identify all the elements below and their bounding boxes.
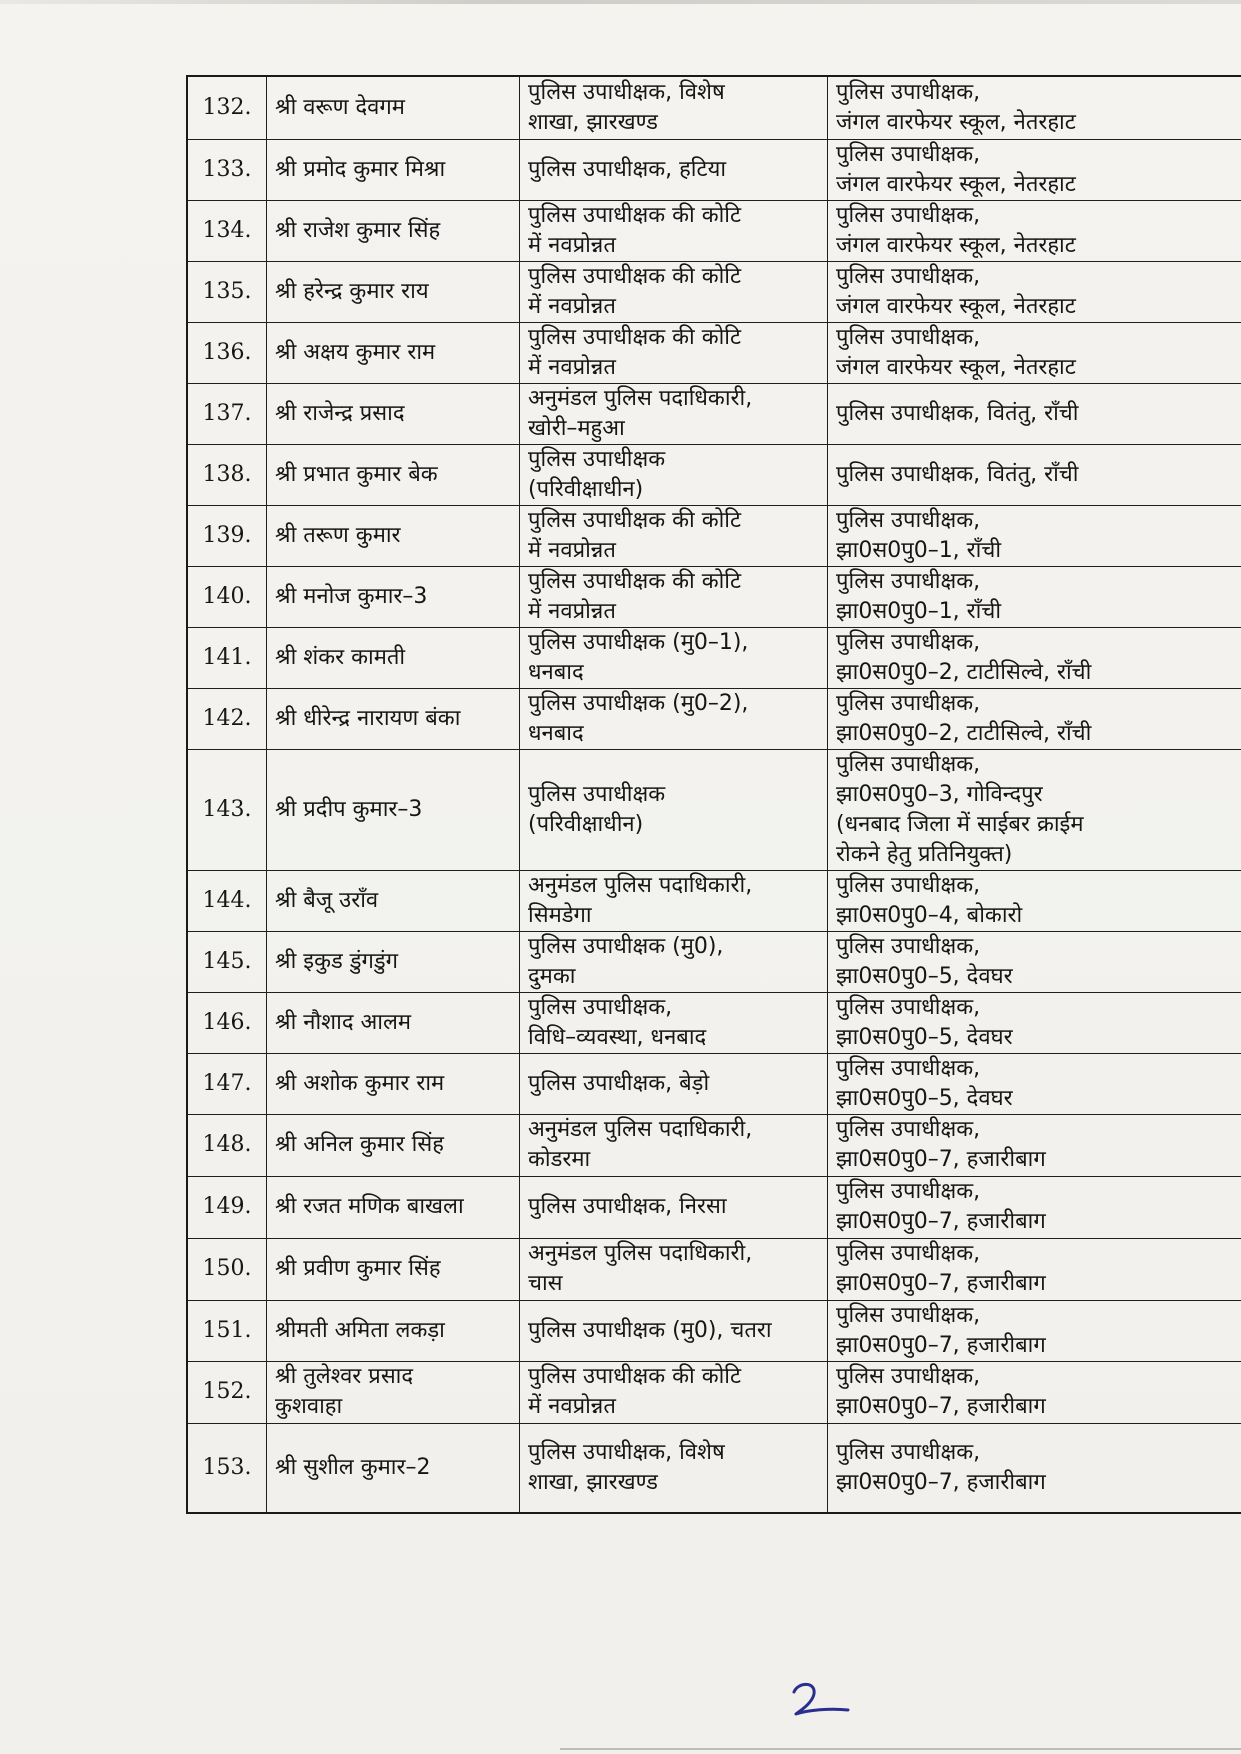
serial-number-cell: 133. — [187, 139, 267, 200]
table-row — [187, 992, 1241, 1053]
officer-name-cell: श्री इकुड डुंगडुंग — [267, 931, 520, 992]
serial-number-cell: 140. — [187, 566, 267, 627]
officer-name-cell: श्री शंकर कामती — [267, 627, 520, 688]
new-posting-cell: पुलिस उपाधीक्षक, झा0स0पु0–1, राँची — [828, 566, 1241, 627]
current-posting-cell: पुलिस उपाधीक्षक की कोटि में नवप्रोन्नत — [520, 261, 828, 322]
new-posting-cell: पुलिस उपाधीक्षक, झा0स0पु0–5, देवघर — [828, 931, 1241, 992]
table-row — [187, 1114, 1241, 1176]
current-posting-cell: पुलिस उपाधीक्षक, विशेष शाखा, झारखण्ड — [520, 1423, 828, 1513]
current-posting-cell: अनुमंडल पुलिस पदाधिकारी, चास — [520, 1238, 828, 1300]
transfer-table-body — [187, 76, 1241, 1513]
new-posting-cell: पुलिस उपाधीक्षक, झा0स0पु0–5, देवघर — [828, 1053, 1241, 1114]
officer-name-cell: श्री राजेश कुमार सिंह — [267, 200, 520, 261]
officer-name-cell: श्री बैजू उराँव — [267, 870, 520, 931]
table-row — [187, 505, 1241, 566]
serial-number-cell: 138. — [187, 444, 267, 505]
new-posting-cell: पुलिस उपाधीक्षक, झा0स0पु0–2, टाटीसिल्वे, राँची — [828, 627, 1241, 688]
table-row — [187, 1423, 1241, 1513]
officer-name-cell: श्री अक्षय कुमार राम — [267, 322, 520, 383]
officer-name-cell: श्री मनोज कुमार–3 — [267, 566, 520, 627]
table-row — [187, 76, 1241, 139]
handwritten-page-number-2 — [780, 1676, 860, 1726]
top-edge-rule — [0, 0, 1241, 4]
new-posting-cell: पुलिस उपाधीक्षक, जंगल वारफेयर स्कूल, नेतरहाट — [828, 200, 1241, 261]
officer-name-cell: श्री प्रभात कुमार बेक — [267, 444, 520, 505]
officer-name-cell: श्री प्रदीप कुमार–3 — [267, 749, 520, 870]
serial-number-cell: 135. — [187, 261, 267, 322]
transfer-table — [186, 75, 1241, 1514]
current-posting-cell: पुलिस उपाधीक्षक की कोटि में नवप्रोन्नत — [520, 566, 828, 627]
serial-number-cell: 134. — [187, 200, 267, 261]
officer-name-cell: श्री प्रवीण कुमार सिंह — [267, 1238, 520, 1300]
table-row — [187, 931, 1241, 992]
table-row — [187, 444, 1241, 505]
new-posting-cell: पुलिस उपाधीक्षक, झा0स0पु0–1, राँची — [828, 505, 1241, 566]
current-posting-cell: पुलिस उपाधीक्षक की कोटि में नवप्रोन्नत — [520, 322, 828, 383]
serial-number-cell: 150. — [187, 1238, 267, 1300]
current-posting-cell: पुलिस उपाधीक्षक (मु0), चतरा — [520, 1300, 828, 1361]
current-posting-cell: पुलिस उपाधीक्षक, विशेष शाखा, झारखण्ड — [520, 76, 828, 139]
officer-name-cell: श्री राजेन्द्र प्रसाद — [267, 383, 520, 444]
new-posting-cell: पुलिस उपाधीक्षक, जंगल वारफेयर स्कूल, नेतरहाट — [828, 261, 1241, 322]
new-posting-cell: पुलिस उपाधीक्षक, झा0स0पु0–3, गोविन्दपुर (धनबाद जिला में साईबर क्राईम रोकने हेतु प्रतिनियुक्त) — [828, 749, 1241, 870]
new-posting-cell: पुलिस उपाधीक्षक, जंगल वारफेयर स्कूल, नेतरहाट — [828, 76, 1241, 139]
officer-name-cell: श्री हरेन्द्र कुमार राय — [267, 261, 520, 322]
table-row — [187, 200, 1241, 261]
table-row — [187, 1238, 1241, 1300]
serial-number-cell: 141. — [187, 627, 267, 688]
current-posting-cell: पुलिस उपाधीक्षक (परिवीक्षाधीन) — [520, 444, 828, 505]
officer-name-cell: श्री तुलेश्वर प्रसाद कुशवाहा — [267, 1361, 520, 1423]
serial-number-cell: 153. — [187, 1423, 267, 1513]
new-posting-cell: पुलिस उपाधीक्षक, झा0स0पु0–7, हजारीबाग — [828, 1114, 1241, 1176]
table-row — [187, 383, 1241, 444]
serial-number-cell: 147. — [187, 1053, 267, 1114]
current-posting-cell: पुलिस उपाधीक्षक, विधि–व्यवस्था, धनबाद — [520, 992, 828, 1053]
table-row — [187, 749, 1241, 870]
new-posting-cell: पुलिस उपाधीक्षक, जंगल वारफेयर स्कूल, नेतरहाट — [828, 322, 1241, 383]
table-row — [187, 322, 1241, 383]
officer-name-cell: श्री तरूण कुमार — [267, 505, 520, 566]
serial-number-cell: 143. — [187, 749, 267, 870]
current-posting-cell: अनुमंडल पुलिस पदाधिकारी, कोडरमा — [520, 1114, 828, 1176]
current-posting-cell: पुलिस उपाधीक्षक, बेड़ो — [520, 1053, 828, 1114]
bottom-edge-rule — [560, 1748, 1241, 1750]
serial-number-cell: 145. — [187, 931, 267, 992]
officer-name-cell: श्री सुशील कुमार–2 — [267, 1423, 520, 1513]
current-posting-cell: पुलिस उपाधीक्षक (मु0–2), धनबाद — [520, 688, 828, 749]
new-posting-cell: पुलिस उपाधीक्षक, झा0स0पु0–7, हजारीबाग — [828, 1176, 1241, 1238]
officer-name-cell: श्री अशोक कुमार राम — [267, 1053, 520, 1114]
table-row — [187, 688, 1241, 749]
current-posting-cell: पुलिस उपाधीक्षक की कोटि में नवप्रोन्नत — [520, 200, 828, 261]
new-posting-cell: पुलिस उपाधीक्षक, वितंतु, राँची — [828, 444, 1241, 505]
serial-number-cell: 146. — [187, 992, 267, 1053]
serial-number-cell: 142. — [187, 688, 267, 749]
current-posting-cell: पुलिस उपाधीक्षक की कोटि में नवप्रोन्नत — [520, 505, 828, 566]
current-posting-cell: पुलिस उपाधीक्षक, निरसा — [520, 1176, 828, 1238]
table-row — [187, 1176, 1241, 1238]
serial-number-cell: 137. — [187, 383, 267, 444]
officer-name-cell: श्री अनिल कुमार सिंह — [267, 1114, 520, 1176]
new-posting-cell: पुलिस उपाधीक्षक, झा0स0पु0–7, हजारीबाग — [828, 1361, 1241, 1423]
officer-name-cell: श्री प्रमोद कुमार मिश्रा — [267, 139, 520, 200]
current-posting-cell: अनुमंडल पुलिस पदाधिकारी, खोरी–महुआ — [520, 383, 828, 444]
new-posting-cell: पुलिस उपाधीक्षक, झा0स0पु0–2, टाटीसिल्वे, राँची — [828, 688, 1241, 749]
table-row — [187, 627, 1241, 688]
new-posting-cell: पुलिस उपाधीक्षक, झा0स0पु0–7, हजारीबाग — [828, 1238, 1241, 1300]
serial-number-cell: 152. — [187, 1361, 267, 1423]
current-posting-cell: पुलिस उपाधीक्षक (परिवीक्षाधीन) — [520, 749, 828, 870]
officer-name-cell: श्री धीरेन्द्र नारायण बंका — [267, 688, 520, 749]
table-row — [187, 1300, 1241, 1361]
serial-number-cell: 139. — [187, 505, 267, 566]
new-posting-cell: पुलिस उपाधीक्षक, वितंतु, राँची — [828, 383, 1241, 444]
current-posting-cell: अनुमंडल पुलिस पदाधिकारी, सिमडेगा — [520, 870, 828, 931]
serial-number-cell: 148. — [187, 1114, 267, 1176]
serial-number-cell: 149. — [187, 1176, 267, 1238]
new-posting-cell: पुलिस उपाधीक्षक, झा0स0पु0–7, हजारीबाग — [828, 1300, 1241, 1361]
officer-name-cell: श्री नौशाद आलम — [267, 992, 520, 1053]
table-row — [187, 566, 1241, 627]
table-row — [187, 139, 1241, 200]
serial-number-cell: 136. — [187, 322, 267, 383]
new-posting-cell: पुलिस उपाधीक्षक, झा0स0पु0–7, हजारीबाग — [828, 1423, 1241, 1513]
new-posting-cell: पुलिस उपाधीक्षक, झा0स0पु0–4, बोकारो — [828, 870, 1241, 931]
current-posting-cell: पुलिस उपाधीक्षक, हटिया — [520, 139, 828, 200]
current-posting-cell: पुलिस उपाधीक्षक की कोटि में नवप्रोन्नत — [520, 1361, 828, 1423]
serial-number-cell: 132. — [187, 76, 267, 139]
table-row — [187, 1361, 1241, 1423]
table-row — [187, 870, 1241, 931]
serial-number-cell: 151. — [187, 1300, 267, 1361]
table-row — [187, 1053, 1241, 1114]
current-posting-cell: पुलिस उपाधीक्षक (मु0–1), धनबाद — [520, 627, 828, 688]
new-posting-cell: पुलिस उपाधीक्षक, झा0स0पु0–5, देवघर — [828, 992, 1241, 1053]
officer-name-cell: श्रीमती अमिता लकड़ा — [267, 1300, 520, 1361]
current-posting-cell: पुलिस उपाधीक्षक (मु0), दुमका — [520, 931, 828, 992]
officer-name-cell: श्री रजत मणिक बाखला — [267, 1176, 520, 1238]
new-posting-cell: पुलिस उपाधीक्षक, जंगल वारफेयर स्कूल, नेतरहाट — [828, 139, 1241, 200]
table-row — [187, 261, 1241, 322]
serial-number-cell: 144. — [187, 870, 267, 931]
officer-name-cell: श्री वरूण देवगम — [267, 76, 520, 139]
